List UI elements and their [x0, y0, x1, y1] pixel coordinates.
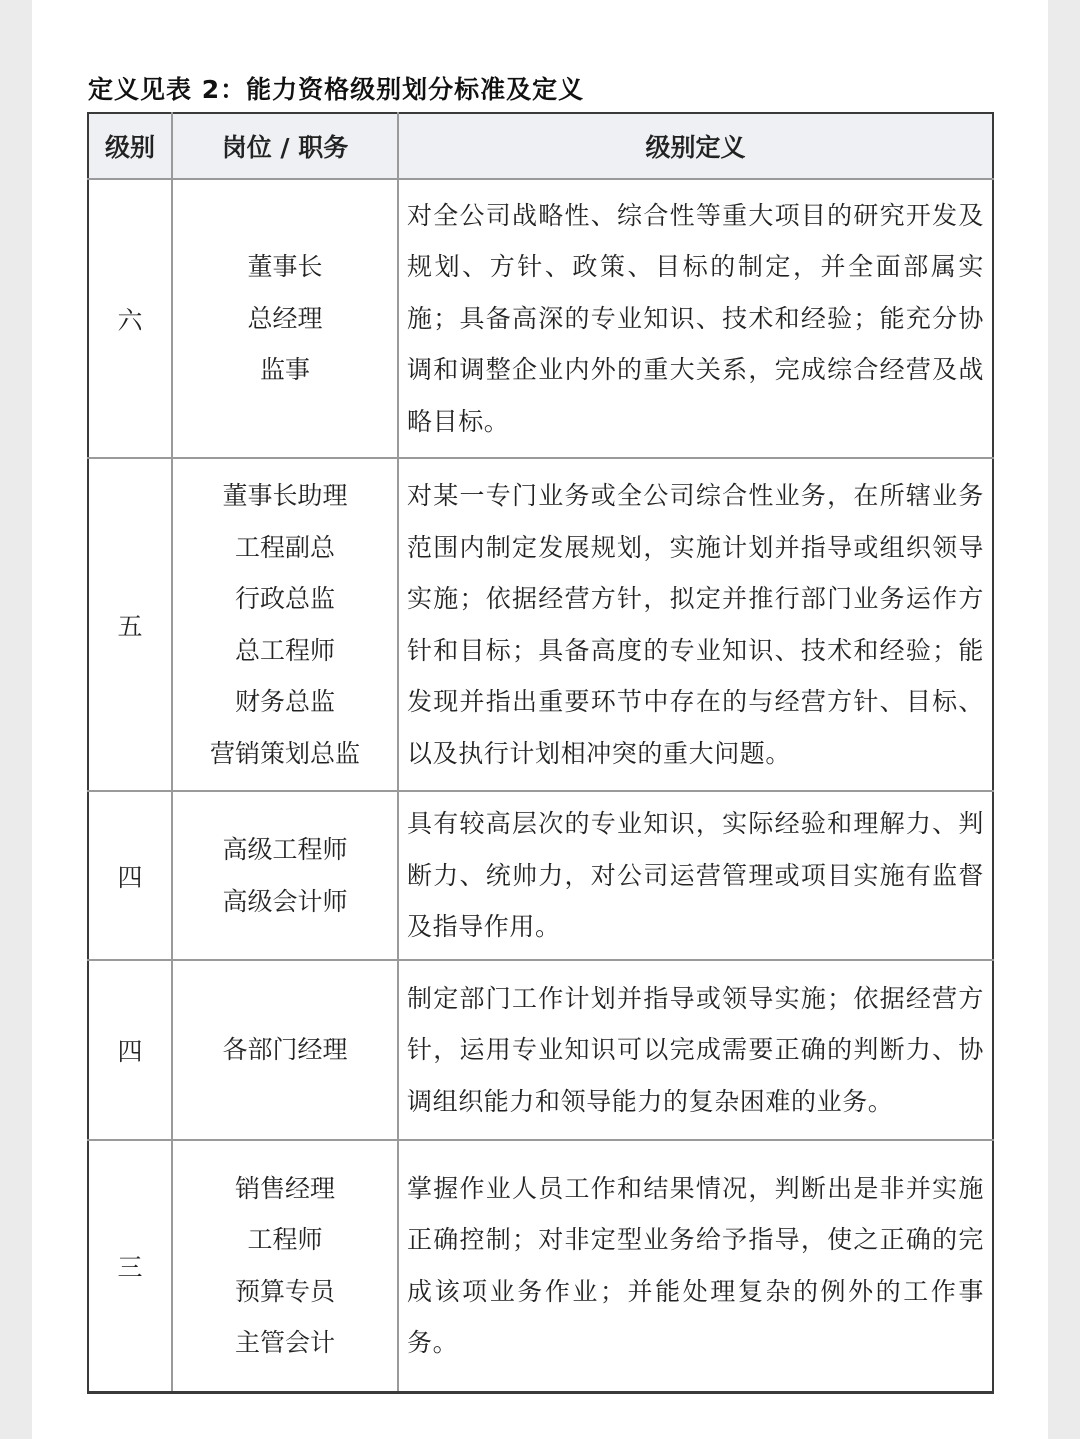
definition-cell: 对某一专门业务或全公司综合性业务，在所辖业务范围内制定发展规划，实施计划并指导或组织领导实施；依据经营方针，拟定并推行部门业务运作方针和目标；具备高度的专业知识、技术和经验；能发现并指出重要环节中存在的与经营方针、目标、以及执行计划相冲突的重大问题。 [398, 458, 993, 791]
level-cell: 三 [88, 1140, 172, 1392]
definition-cell: 制定部门工作计划并指导或领导实施；依据经营方针，运用专业知识可以完成需要正确的判断力、协调组织能力和领导能力的复杂困难的业务。 [398, 960, 993, 1140]
posts-cell [172, 458, 398, 791]
definition-cell: 对全公司战略性、综合性等重大项目的研究开发及规划、方针、政策、目标的制定，并全面部属实施；具备高深的专业知识、技术和经验；能充分协调和调整企业内外的重大关系，完成综合经营及战略目标。 [398, 179, 993, 458]
posts-cell [172, 960, 398, 1140]
post-name: 高级工程师 [222, 835, 348, 864]
table-row [88, 960, 993, 1140]
post-name: 高级会计师 [222, 886, 348, 916]
document-title: 定义见表 2：能力资格级别划分标准及定义 [88, 75, 585, 104]
post-name: 监事 [259, 355, 310, 385]
posts-cell [172, 791, 398, 960]
table-header-row [88, 113, 993, 179]
table-row [88, 791, 993, 960]
definition-cell: 具有较高层次的专业知识，实际经验和理解力、判断力、统帅力，对公司运营管理或项目实施有监督及指导作用。 [398, 791, 993, 960]
post-name: 行政总监 [234, 584, 335, 613]
level-cell: 六 [88, 179, 172, 458]
post-name: 工程师 [247, 1225, 323, 1255]
post-name: 预算专员 [234, 1276, 335, 1306]
post-name: 总工程师 [234, 635, 335, 665]
post-name: 销售经理 [234, 1173, 335, 1203]
grade-definition-table [87, 112, 994, 1394]
level-cell: 四 [88, 791, 172, 960]
table-row [88, 1140, 993, 1392]
post-name: 主管会计 [234, 1328, 335, 1358]
post-name: 工程副总 [234, 532, 335, 562]
post-name: 董事长 [247, 252, 323, 282]
posts-cell [172, 179, 398, 458]
header-definition: 级别定义 [398, 113, 993, 179]
level-cell: 五 [88, 458, 172, 791]
definition-cell: 掌握作业人员工作和结果情况，判断出是非并实施正确控制；对非定型业务给予指导，使之正确的完成该项业务作业；并能处理复杂的例外的工作事务。 [398, 1140, 993, 1392]
header-post: 岗位 / 职务 [172, 113, 398, 179]
level-cell: 四 [88, 960, 172, 1140]
post-name: 董事长助理 [222, 481, 348, 510]
table-row [88, 179, 993, 458]
post-name: 各部门经理 [222, 1035, 348, 1065]
table-row [88, 458, 993, 791]
post-name: 营销策划总监 [209, 738, 360, 768]
post-name: 财务总监 [234, 687, 335, 716]
posts-cell [172, 1140, 398, 1392]
header-level: 级别 [88, 113, 172, 179]
post-name: 总经理 [247, 303, 323, 333]
